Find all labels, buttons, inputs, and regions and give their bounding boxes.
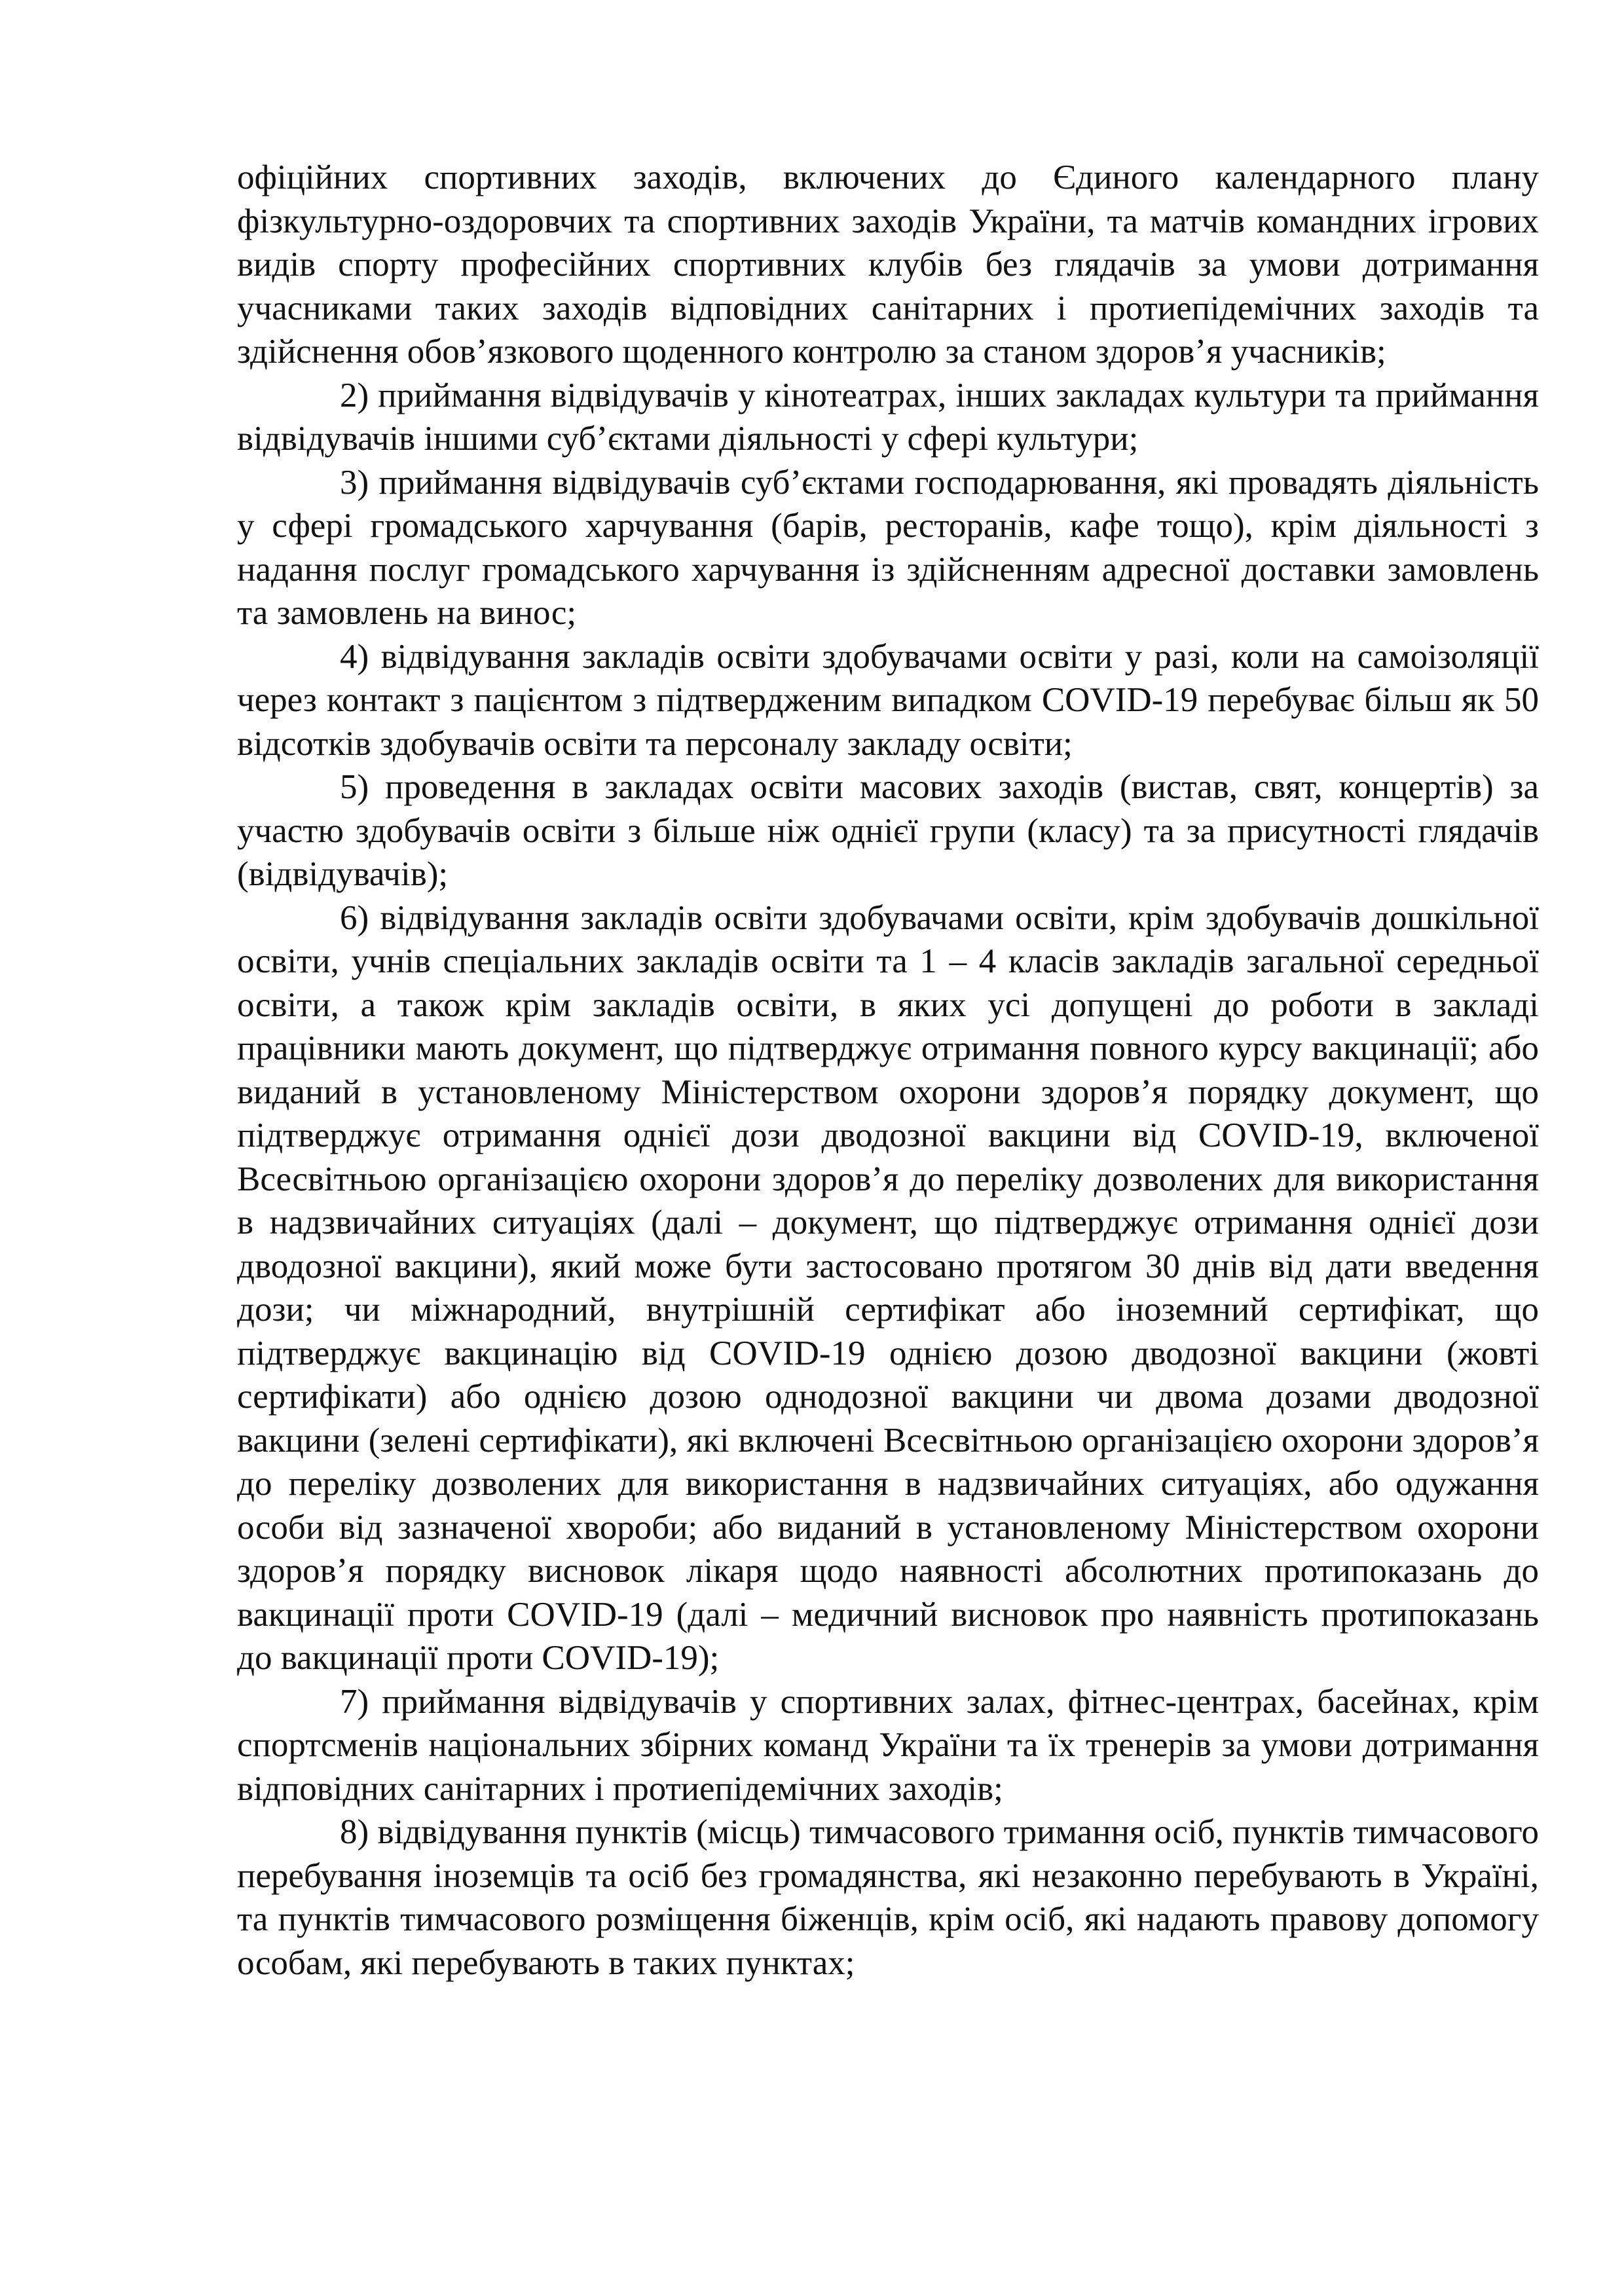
paragraph-item-4: 4) відвідування закладів освіти здобувачами освіти у разі, коли на самоізоляції через контакт з пацієнтом з підтвердженим випадком COVID-19 перебуває більш як 50 відсотків здобувачів освіти та персоналу закладу освіти; xyxy=(237,637,1539,763)
paragraph-item-6: 6) відвідування закладів освіти здобувачами освіти, крім здобувачів дошкільної освіти, учнів спеціальних закладів освіти та 1 – 4 класів закладів загальної середньої освіти, а також крім закладів освіти, в яких усі допущені до роботи в закладі працівники мають документ, що підтверджує отримання повного курсу вакцинації; або виданий в установленому Міністерством охорони здоров’я порядку документ, що підтверджує отримання однієї дози дводозної вакцини від COVID-19, включеної Всесвітньою організацією охорони здоров’я до переліку дозволених для використання в надзвичайних ситуаціях (далі – документ, що підтверджує отримання однієї дози дводозної вакцини), який може бути застосовано протягом 30 днів від дати введення дози; чи міжнародний, внутрішній сертифікат або іноземний сертифікат, що підтверджує вакцинацію від COVID-19 однією дозою дводозної вакцини (жовті сертифікати) або однією дозою однодозної вакцини чи двома дозами дводозної вакцини (зелені сертифікати), які включені Всесвітньою організацією охорони здоров’я до переліку дозволених для використання в надзвичайних ситуаціях, або одужання особи від зазначеної хвороби; або виданий в установленому Міністерством охорони здоров’я порядку висновок лікаря щодо наявності абсолютних протипоказань до вакцинації проти COVID-19 (далі – медичний висновок про наявність протипоказань до вакцинації проти COVID-19); xyxy=(237,898,1539,1677)
paragraph-item-3: 3) приймання відвідувачів суб’єктами господарювання, які провадять діяльність у сфері громадського харчування (барів, ресторанів, кафе тощо), крім діяльності з надання послуг громадського харчування із здійсненням адресної доставки замовлень та замовлень на винос; xyxy=(237,463,1539,632)
paragraph-item-8: 8) відвідування пунктів (місць) тимчасового тримання осіб, пунктів тимчасового перебування іноземців та осіб без громадянства, які незаконно перебувають в Україні, та пунктів тимчасового розміщення біженців, крім осіб, які надають правову допомогу особам, які перебувають в таких пунктах; xyxy=(237,1813,1539,1982)
document-body xyxy=(237,156,1539,1985)
paragraph-item-7: 7) приймання відвідувачів у спортивних залах, фітнес-центрах, басейнах, крім спортсменів національних збірних команд України та їх тренерів за умови дотримання відповідних санітарних і протиепідемічних заходів; xyxy=(237,1682,1539,1808)
paragraph-item-5: 5) проведення в закладах освіти масових заходів (вистав, свят, концертів) за участю здобувачів освіти з більше ніж однієї групи (класу) та за присутності глядачів (відвідувачів); xyxy=(237,768,1539,893)
paragraph-continuation: офіційних спортивних заходів, включених до Єдиного календарного плану фізкультурно-оздоровчих та спортивних заходів України, та матчів командних ігрових видів спорту професійних спортивних клубів без глядачів за умови дотримання учасниками таких заходів відповідних санітарних і протиепідемічних заходів та здійснення обов’язкового щоденного контролю за станом здоров’я учасників; xyxy=(237,158,1539,371)
paragraph-item-2: 2) приймання відвідувачів у кінотеатрах, інших закладах культури та приймання відвідувачів іншими суб’єктами діяльності у сфері культури; xyxy=(237,376,1539,458)
